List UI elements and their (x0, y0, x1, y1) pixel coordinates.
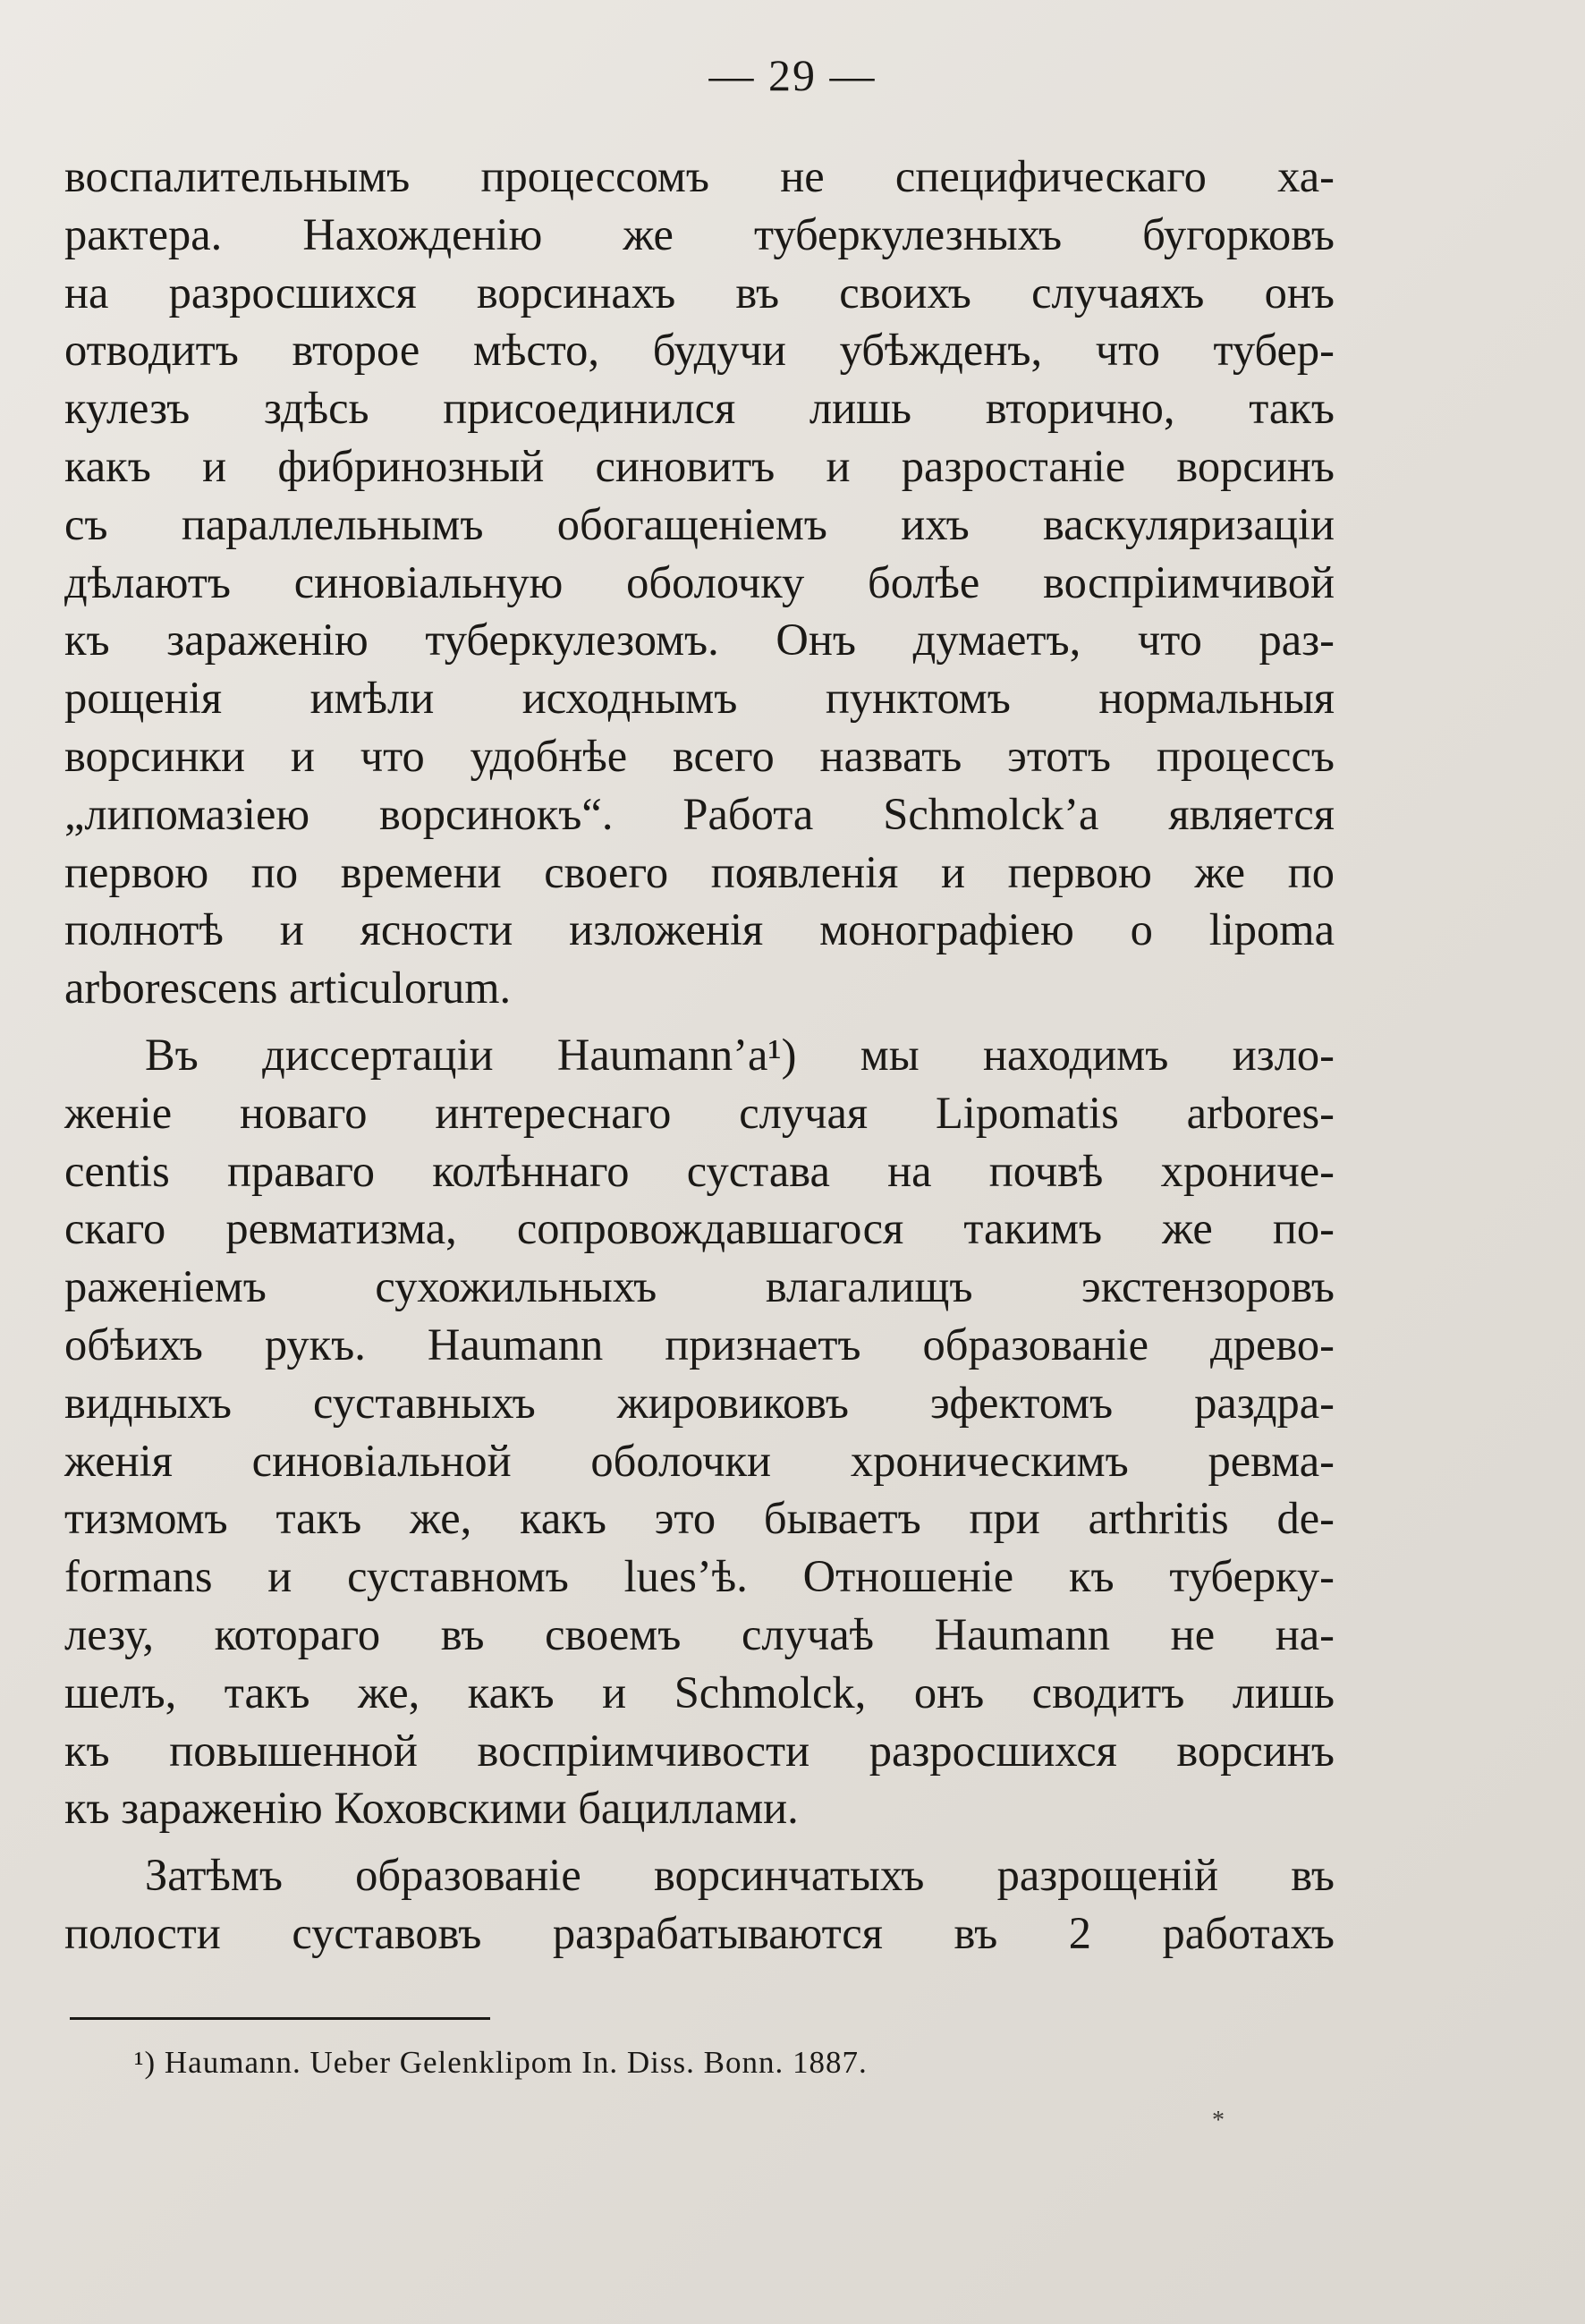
footnote (134, 2041, 868, 2084)
text-line: скаго ревматизма, сопровождавшагося такимъ же по- (64, 1203, 1335, 1254)
body-text (64, 148, 1335, 1963)
text-line: раженіемъ сухожильныхъ влагалищъ экстензоровъ (64, 1261, 1335, 1312)
text-line: женіе новаго интереснаго случая Lipomatis arbores- (64, 1087, 1335, 1138)
text-line: arborescens articulorum. (64, 963, 512, 1014)
text-line: первою по времени своего появленія и первою же по (64, 846, 1335, 897)
text-line: шелъ, такъ же, какъ и Schmolck, онъ сводитъ лишь (64, 1667, 1335, 1718)
text-line: къ повышенной воспріимчивости разросшихся ворсинъ (64, 1725, 1335, 1776)
text-line: „липомазіею ворсинокъ“. Работа Schmolck’а является (64, 788, 1335, 839)
text-line: воспалительнымъ процессомъ не специфическаго ха- (64, 151, 1335, 201)
text-line: съ параллельнымъ обогащеніемъ ихъ васкуляризаціи (64, 498, 1335, 549)
text-line: дѣлаютъ синовіальную оболочку болѣе воспріимчивой (64, 556, 1335, 607)
text-line: видныхъ суставныхъ жировиковъ эфектомъ раздра- (64, 1377, 1335, 1428)
text-line: тизмомъ такъ же, какъ это бываетъ при arthritis de- (64, 1493, 1335, 1544)
footnote-divider (70, 2017, 490, 2020)
text-line: полости суставовъ разрабатываются въ 2 работахъ (64, 1907, 1335, 1958)
text-line: лезу, котораго въ своемъ случаѣ Haumann не на- (64, 1608, 1335, 1659)
text-line: кулезъ здѣсь присоединился лишь вторично, такъ (64, 383, 1335, 434)
text-line: Въ диссертаціи Haumann’а¹) мы находимъ изло- (145, 1029, 1335, 1080)
page-number: — 29 — (708, 50, 877, 100)
paragraph-2 (64, 1026, 1335, 1837)
text-line: на разросшихся ворсинахъ въ своихъ случаяхъ онъ (64, 267, 1335, 318)
stray-mark: * (1212, 2107, 1225, 2134)
text-line: Затѣмъ образованіе ворсинчатыхъ разрощеній въ (145, 1850, 1335, 1901)
paragraph-gap (64, 1017, 1335, 1026)
paragraph-3 (64, 1846, 1335, 1963)
text-line: обѣихъ рукъ. Haumann признаетъ образованіе древо- (64, 1319, 1335, 1370)
paragraph-gap (64, 1837, 1335, 1846)
text-line: полнотѣ и ясности изложенія монографіею о lipoma (64, 904, 1335, 955)
footnote-marker: ¹) (134, 2045, 157, 2080)
footnote-text: Haumann. Ueber Gelenklipom In. Diss. Bonn. 1887. (164, 2045, 868, 2080)
text-line: рощенія имѣли исходнымъ пунктомъ нормальныя (64, 673, 1335, 724)
text-line: женія синовіальной оболочки хроническимъ ревма- (64, 1435, 1335, 1486)
text-line: centis праваго колѣннаго сустава на почвѣ хрониче- (64, 1145, 1335, 1196)
text-line: ворсинки и что удобнѣе всего назвать этотъ процессъ (64, 730, 1335, 781)
text-line: какъ и фибринозный синовитъ и разростаніе ворсинъ (64, 440, 1335, 491)
text-line: отводитъ второе мѣсто, будучи убѣжденъ, что тубер- (64, 325, 1335, 376)
text-line: рактера. Нахожденію же туберкулезныхъ бугорковъ (64, 208, 1335, 259)
text-line: formans и суставномъ lues’ѣ. Отношеніе къ туберку- (64, 1551, 1335, 1602)
paragraph-1 (64, 148, 1335, 1017)
text-line: къ зараженію Коховскими бациллами. (64, 1783, 799, 1834)
text-line: къ зараженію туберкулезомъ. Онъ думаетъ, что раз- (64, 615, 1335, 666)
